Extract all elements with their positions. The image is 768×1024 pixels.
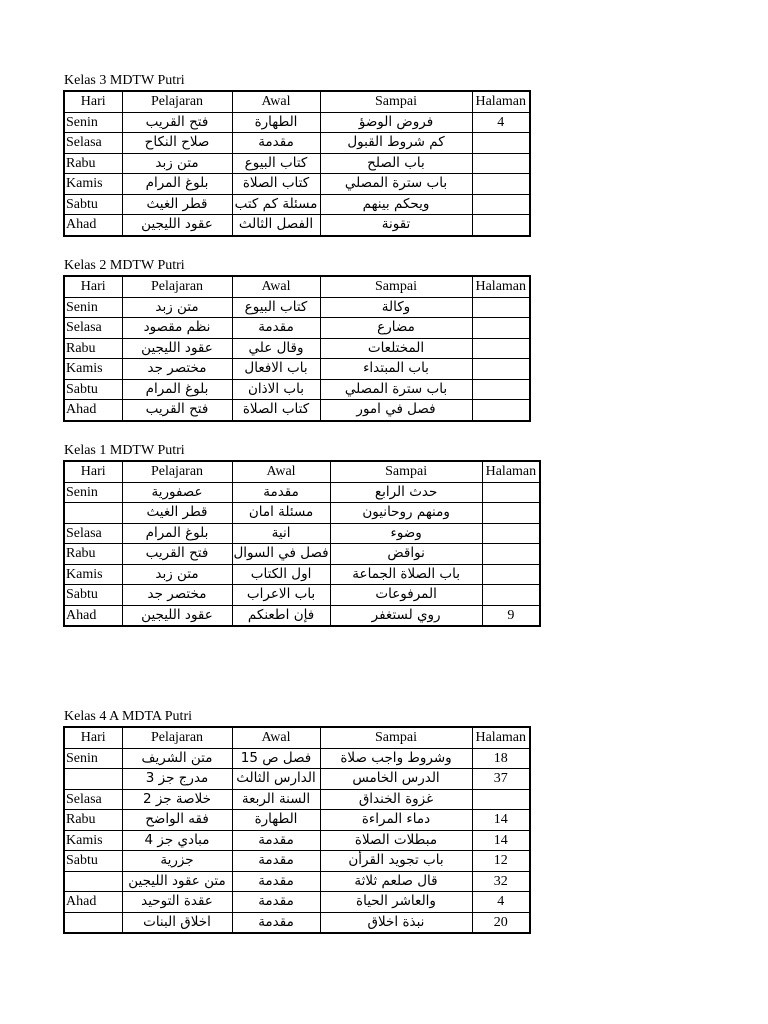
column-header: Sampai — [320, 727, 472, 748]
day-cell: Selasa — [64, 318, 122, 339]
subject-cell: عصفورية — [122, 482, 232, 503]
start-cell: الدارس الثالث — [232, 769, 320, 790]
table-row — [64, 523, 540, 544]
start-cell: الطهارة — [232, 112, 320, 133]
page-cell: 20 — [472, 912, 530, 933]
column-header: Hari — [64, 91, 122, 112]
schedule-section-kelas-4a — [63, 708, 531, 934]
table-row — [64, 318, 530, 339]
page-cell: 32 — [472, 871, 530, 892]
start-cell: مقدمة — [232, 482, 330, 503]
subject-cell: جزرية — [122, 851, 232, 872]
page-cell — [482, 482, 540, 503]
table-row — [64, 338, 530, 359]
start-cell: فصل ص 15 — [232, 748, 320, 769]
subject-cell: فقه الواضح — [122, 810, 232, 831]
subject-cell: متن الشريف — [122, 748, 232, 769]
day-cell: Ahad — [64, 892, 122, 913]
end-cell: ومنهم روحانيون — [330, 503, 482, 524]
day-cell: Ahad — [64, 215, 122, 236]
subject-cell: بلوغ المرام — [122, 379, 232, 400]
table-header-row — [64, 461, 540, 482]
day-cell: Sabtu — [64, 194, 122, 215]
end-cell: باب تجويد القرأن — [320, 851, 472, 872]
start-cell: الفصل الثالث — [232, 215, 320, 236]
schedule-table — [63, 90, 531, 237]
table-row — [64, 482, 540, 503]
table-row — [64, 810, 530, 831]
start-cell: السنة الربعة — [232, 789, 320, 810]
schedule-section-kelas-3 — [63, 72, 531, 237]
day-cell: Sabtu — [64, 379, 122, 400]
start-cell: كتاب الصلاة — [232, 400, 320, 421]
page-cell: 14 — [472, 810, 530, 831]
table-row — [64, 564, 540, 585]
day-cell: Rabu — [64, 544, 122, 565]
subject-cell: متن زبد — [122, 564, 232, 585]
end-cell: وكالة — [320, 297, 472, 318]
start-cell: وقال علي — [232, 338, 320, 359]
column-header: Pelajaran — [122, 276, 232, 297]
schedule-section-kelas-1 — [63, 442, 541, 627]
subject-cell: متن عقود الليجين — [122, 871, 232, 892]
day-cell: Senin — [64, 297, 122, 318]
end-cell: نواقض — [330, 544, 482, 565]
day-cell — [64, 503, 122, 524]
end-cell: والعاشر الحياة — [320, 892, 472, 913]
day-cell — [64, 871, 122, 892]
start-cell: باب الافعال — [232, 359, 320, 380]
day-cell: Senin — [64, 748, 122, 769]
column-header: Hari — [64, 276, 122, 297]
end-cell: وشروط واجب صلاة — [320, 748, 472, 769]
table-row — [64, 769, 530, 790]
column-header: Halaman — [472, 91, 530, 112]
day-cell: Rabu — [64, 810, 122, 831]
end-cell: مبطلات الصلاة — [320, 830, 472, 851]
end-cell: روي لستغفر — [330, 605, 482, 626]
day-cell: Kamis — [64, 830, 122, 851]
end-cell: دماء المراءة — [320, 810, 472, 831]
table-row — [64, 133, 530, 154]
end-cell: باب الصلح — [320, 153, 472, 174]
column-header: Awal — [232, 461, 330, 482]
day-cell — [64, 769, 122, 790]
page-cell: 4 — [472, 892, 530, 913]
subject-cell: عقدة التوحيد — [122, 892, 232, 913]
section-title: Kelas 1 MDTW Putri — [64, 443, 185, 458]
table-header-row — [64, 727, 530, 748]
end-cell: فصل في امور — [320, 400, 472, 421]
page-cell — [482, 523, 540, 544]
table-row — [64, 789, 530, 810]
subject-cell: نظم مقصود — [122, 318, 232, 339]
day-cell: Kamis — [64, 564, 122, 585]
table-row — [64, 297, 530, 318]
page-cell — [472, 133, 530, 154]
start-cell: مقدمة — [232, 830, 320, 851]
column-header: Hari — [64, 461, 122, 482]
start-cell: كتاب الصلاة — [232, 174, 320, 195]
subject-cell: مبادي جز 4 — [122, 830, 232, 851]
subject-cell: متن زبد — [122, 153, 232, 174]
subject-cell: مختصر جد — [122, 359, 232, 380]
column-header: Awal — [232, 91, 320, 112]
start-cell: انية — [232, 523, 330, 544]
end-cell: تقونة — [320, 215, 472, 236]
subject-cell: قطر الغيث — [122, 194, 232, 215]
table-row — [64, 503, 540, 524]
day-cell — [64, 912, 122, 933]
end-cell: قال صلعم ثلاثة — [320, 871, 472, 892]
subject-cell: قطر الغيث — [122, 503, 232, 524]
end-cell: غزوة الخنداق — [320, 789, 472, 810]
subject-cell: بلوغ المرام — [122, 174, 232, 195]
end-cell: المرفوعات — [330, 585, 482, 606]
table-row — [64, 851, 530, 872]
page-cell — [472, 297, 530, 318]
day-cell: Kamis — [64, 174, 122, 195]
subject-cell: فتح القريب — [122, 400, 232, 421]
column-header: Awal — [232, 727, 320, 748]
column-header: Halaman — [472, 276, 530, 297]
table-header-row — [64, 91, 530, 112]
schedule-table — [63, 460, 541, 627]
page-cell: 18 — [472, 748, 530, 769]
day-cell: Sabtu — [64, 851, 122, 872]
table-row — [64, 912, 530, 933]
start-cell: كتاب البيوع — [232, 297, 320, 318]
day-cell: Selasa — [64, 523, 122, 544]
page-cell — [472, 379, 530, 400]
day-cell: Senin — [64, 112, 122, 133]
day-cell: Kamis — [64, 359, 122, 380]
subject-cell: فتح القريب — [122, 544, 232, 565]
table-row — [64, 174, 530, 195]
column-header: Pelajaran — [122, 461, 232, 482]
schedule-table — [63, 275, 531, 422]
page-cell — [472, 400, 530, 421]
column-header: Pelajaran — [122, 727, 232, 748]
start-cell: مقدمة — [232, 318, 320, 339]
end-cell: الدرس الخامس — [320, 769, 472, 790]
table-row — [64, 830, 530, 851]
end-cell: حدث الرابع — [330, 482, 482, 503]
table-row — [64, 112, 530, 133]
subject-cell: فتح القريب — [122, 112, 232, 133]
column-header: Sampai — [330, 461, 482, 482]
section-title: Kelas 3 MDTW Putri — [64, 73, 185, 88]
day-cell: Rabu — [64, 153, 122, 174]
page-cell — [472, 194, 530, 215]
table-row — [64, 215, 530, 236]
day-cell: Rabu — [64, 338, 122, 359]
schedule-table — [63, 726, 531, 934]
section-title: Kelas 2 MDTW Putri — [64, 258, 185, 273]
start-cell: مقدمة — [232, 871, 320, 892]
page-cell: 37 — [472, 769, 530, 790]
start-cell: الطهارة — [232, 810, 320, 831]
end-cell: المختلعات — [320, 338, 472, 359]
end-cell: باب الصلاة الجماعة — [330, 564, 482, 585]
end-cell: كم شروط القبول — [320, 133, 472, 154]
subject-cell: اخلاق البنات — [122, 912, 232, 933]
page-cell — [472, 174, 530, 195]
section-title: Kelas 4 A MDTA Putri — [64, 709, 192, 724]
page-cell — [482, 564, 540, 585]
start-cell: مسئلة كم كتب — [232, 194, 320, 215]
page-cell: 9 — [482, 605, 540, 626]
page-cell — [472, 215, 530, 236]
start-cell: باب الاعراب — [232, 585, 330, 606]
start-cell: مقدمة — [232, 851, 320, 872]
day-cell: Sabtu — [64, 585, 122, 606]
start-cell: مقدمة — [232, 912, 320, 933]
day-cell: Selasa — [64, 789, 122, 810]
table-row — [64, 585, 540, 606]
subject-cell: عقود الليجين — [122, 215, 232, 236]
end-cell: نبذة اخلاق — [320, 912, 472, 933]
subject-cell: عقود الليجين — [122, 338, 232, 359]
table-row — [64, 605, 540, 626]
end-cell: مضارع — [320, 318, 472, 339]
subject-cell: متن زبد — [122, 297, 232, 318]
subject-cell: مدرج جز 3 — [122, 769, 232, 790]
page-cell: 4 — [472, 112, 530, 133]
column-header: Hari — [64, 727, 122, 748]
subject-cell: خلاصة جز 2 — [122, 789, 232, 810]
start-cell: اول الكتاب — [232, 564, 330, 585]
start-cell: كتاب البيوع — [232, 153, 320, 174]
table-header-row — [64, 276, 530, 297]
column-header: Sampai — [320, 276, 472, 297]
end-cell: ويحكم بينهم — [320, 194, 472, 215]
day-cell: Ahad — [64, 400, 122, 421]
page-cell — [482, 585, 540, 606]
end-cell: باب سترة المصلي — [320, 379, 472, 400]
column-header: Pelajaran — [122, 91, 232, 112]
schedule-section-kelas-2 — [63, 257, 531, 422]
page-cell — [472, 789, 530, 810]
page-cell — [482, 503, 540, 524]
column-header: Halaman — [482, 461, 540, 482]
subject-cell: بلوغ المرام — [122, 523, 232, 544]
table-row — [64, 379, 530, 400]
page-cell: 12 — [472, 851, 530, 872]
table-row — [64, 892, 530, 913]
page-cell: 14 — [472, 830, 530, 851]
table-row — [64, 359, 530, 380]
column-header: Awal — [232, 276, 320, 297]
table-row — [64, 544, 540, 565]
subject-cell: صلاح النكاح — [122, 133, 232, 154]
page-cell — [472, 153, 530, 174]
end-cell: باب المبتداء — [320, 359, 472, 380]
table-row — [64, 194, 530, 215]
page-cell — [482, 544, 540, 565]
start-cell: فصل في السوال — [232, 544, 330, 565]
page-cell — [472, 359, 530, 380]
end-cell: باب سترة المصلي — [320, 174, 472, 195]
day-cell: Ahad — [64, 605, 122, 626]
subject-cell: مختصر جد — [122, 585, 232, 606]
table-row — [64, 748, 530, 769]
page-cell — [472, 338, 530, 359]
table-row — [64, 400, 530, 421]
start-cell: فإن اطعنكم — [232, 605, 330, 626]
start-cell: مقدمة — [232, 892, 320, 913]
day-cell: Selasa — [64, 133, 122, 154]
start-cell: مقدمة — [232, 133, 320, 154]
table-row — [64, 153, 530, 174]
start-cell: مسئلة امان — [232, 503, 330, 524]
start-cell: باب الاذان — [232, 379, 320, 400]
page-cell — [472, 318, 530, 339]
column-header: Sampai — [320, 91, 472, 112]
table-row — [64, 871, 530, 892]
day-cell: Senin — [64, 482, 122, 503]
end-cell: وضوء — [330, 523, 482, 544]
column-header: Halaman — [472, 727, 530, 748]
subject-cell: عقود الليجين — [122, 605, 232, 626]
end-cell: فروض الوضؤ — [320, 112, 472, 133]
